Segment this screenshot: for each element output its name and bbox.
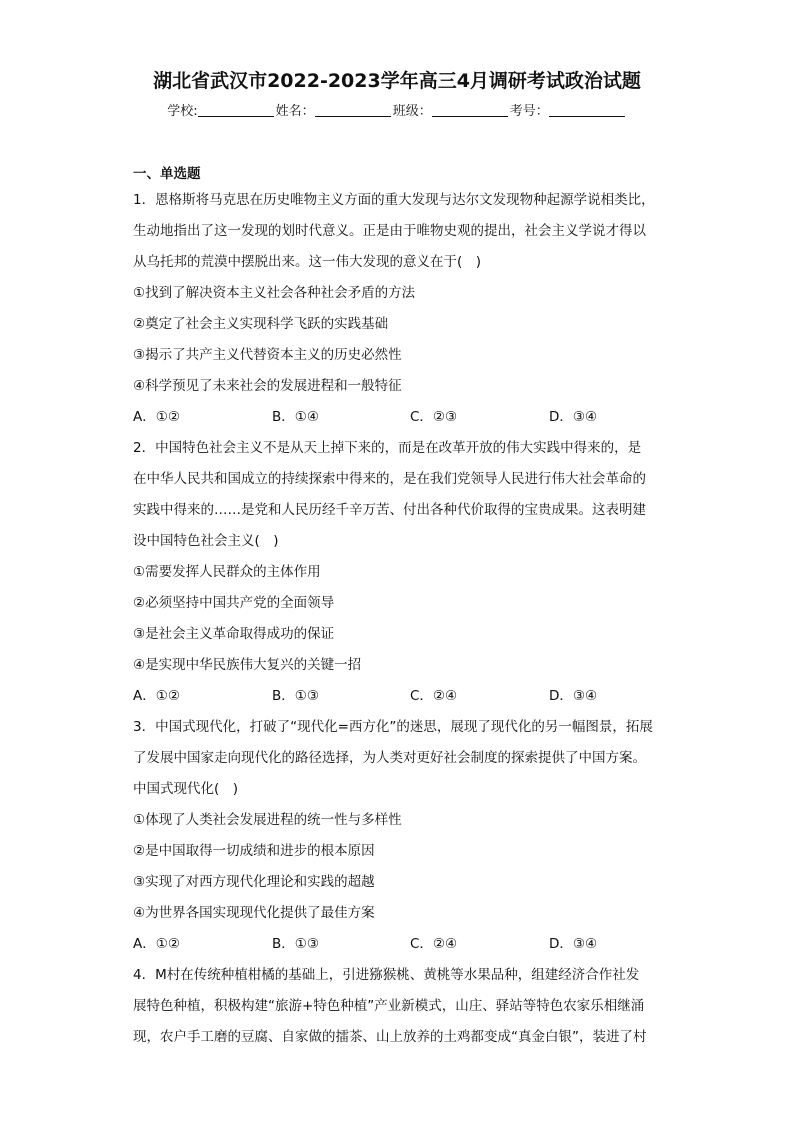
question-stem-line: 实践中得来的……是党和人民历经千辛万苦、付出各种代价取得的宝贵成果。这表明建 <box>133 502 646 518</box>
statement-option: ①找到了解决资本主义社会各种社会矛盾的方法 <box>133 285 416 301</box>
statement-option: ②奠定了社会主义实现科学飞跃的实践基础 <box>133 316 389 332</box>
choice-d[interactable]: D．③④ <box>549 409 598 425</box>
answer-choices <box>133 681 669 712</box>
statement-option: ③实现了对西方现代化理论和实践的超越 <box>133 874 375 890</box>
choice-a[interactable]: A．①② <box>133 688 180 704</box>
question-4 <box>133 960 669 1053</box>
answer-choices <box>133 929 669 960</box>
question-stem-line: 在中华人民共和国成立的持续探索中得来的，是在我们党领导人民进行伟大社会革命的 <box>133 471 646 487</box>
section-title: 一、单选题 <box>133 166 201 182</box>
choice-b[interactable]: B．①③ <box>272 688 319 704</box>
question-list <box>133 185 669 1053</box>
student-info-row <box>0 103 794 121</box>
question-stem-line: 生动地指出了这一发现的划时代意义。正是由于唯物史观的提出，社会主义学说才得以 <box>133 223 646 239</box>
choice-d[interactable]: D．③④ <box>549 936 598 952</box>
class-label: 班级： <box>392 104 432 119</box>
statement-option: ④为世界各国实现现代化提供了最佳方案 <box>133 905 375 921</box>
name-label: 姓名： <box>275 104 315 119</box>
statement-option: ④科学预见了未来社会的发展进程和一般特征 <box>133 378 402 394</box>
school-label: 学校: <box>167 104 198 119</box>
statement-option: ①需要发挥人民群众的主体作用 <box>133 564 321 580</box>
question-stem-line: 现，农户手工磨的豆腐、自家做的擂茶、山上放养的土鸡都变成“真金白银”，装进了村 <box>133 1029 647 1045</box>
choice-b[interactable]: B．①④ <box>272 409 319 425</box>
answer-choices <box>133 402 669 433</box>
question-stem-line: 了发展中国家走向现代化的路径选择，为人类对更好社会制度的探索提供了中国方案。 <box>133 750 646 766</box>
question-2 <box>133 433 669 712</box>
question-1 <box>133 185 669 433</box>
class-blank[interactable] <box>432 103 508 117</box>
name-blank[interactable] <box>315 103 391 117</box>
choice-c[interactable]: C．②④ <box>410 688 458 704</box>
school-field <box>167 103 275 121</box>
question-stem-line: 从乌托邦的荒漠中摆脱出来。这一伟大发现的意义在于( ) <box>133 254 482 270</box>
statement-option: ②必须坚持中国共产党的全面领导 <box>133 595 335 611</box>
choice-b[interactable]: B．①③ <box>272 936 319 952</box>
question-3 <box>133 712 669 960</box>
choice-c[interactable]: C．②④ <box>410 936 458 952</box>
question-stem-line: 3．中国式现代化，打破了“现代化=西方化”的迷思，展现了现代化的另一幅图景，拓展 <box>133 719 653 735</box>
choice-a[interactable]: A．①② <box>133 409 180 425</box>
question-stem-line: 4．M村在传统种植柑橘的基础上，引进猕猴桃、黄桃等水果品种，组建经济合作社发 <box>133 967 640 983</box>
exam-title: 湖北省武汉市2022-2023学年高三4月调研考试政治试题 <box>153 70 641 92</box>
question-stem-line: 2．中国特色社会主义不是从天上掉下来的，而是在改革开放的伟大实践中得来的，是 <box>133 440 642 456</box>
name-field <box>276 103 393 121</box>
statement-option: ①体现了人类社会发展进程的统一性与多样性 <box>133 812 402 828</box>
school-blank[interactable] <box>198 103 274 117</box>
statement-option: ③揭示了共产主义代替资本主义的历史必然性 <box>133 347 402 363</box>
question-stem-line: 中国式现代化( ) <box>133 781 239 797</box>
choice-a[interactable]: A．①② <box>133 936 180 952</box>
question-stem-line: 展特色种植，积极构建“旅游+特色种植”产业新模式，山庄、驿站等特色农家乐相继涌 <box>133 998 645 1014</box>
question-stem-line: 设中国特色社会主义( ) <box>133 533 279 549</box>
class-field <box>393 103 510 121</box>
statement-option: ②是中国取得一切成绩和进步的根本原因 <box>133 843 375 859</box>
exam-number-field <box>510 103 627 121</box>
choice-c[interactable]: C．②③ <box>410 409 458 425</box>
statement-option: ③是社会主义革命取得成功的保证 <box>133 626 335 642</box>
exam-number-label: 考号： <box>509 104 549 119</box>
choice-d[interactable]: D．③④ <box>549 688 598 704</box>
exam-number-blank[interactable] <box>549 103 625 117</box>
statement-option: ④是实现中华民族伟大复兴的关键一招 <box>133 657 362 673</box>
question-stem-line: 1．恩格斯将马克思在历史唯物主义方面的重大发现与达尔文发现物种起源学说相类比， <box>133 192 655 208</box>
